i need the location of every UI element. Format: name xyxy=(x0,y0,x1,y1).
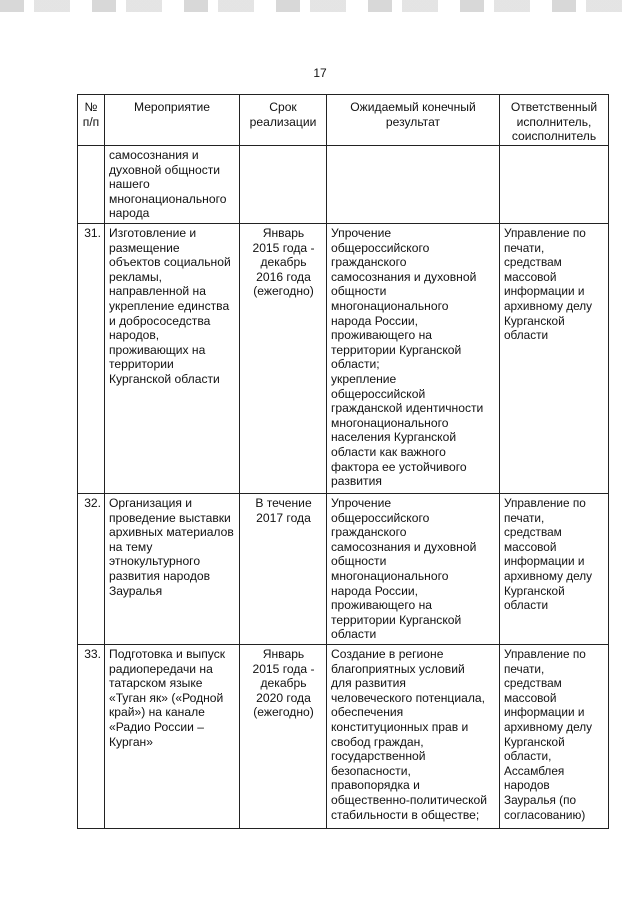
header-num: № п/п xyxy=(78,95,105,146)
cell-term xyxy=(240,146,327,224)
cell-term: Январь 2015 года - декабрь 2016 года (ежегодно) xyxy=(240,224,327,494)
cell-responsible: Управление по печати, средствам массовой информации и архивному делу Курганской области xyxy=(500,494,609,645)
header-event: Мероприятие xyxy=(105,95,240,146)
cell-result: Создание в регионе благоприятных условий для развития человеческого потенциала, обеспечения конституционных прав и свобод граждан, государственной безопасности, правопорядка и общественно-политической стабильности в обществе; xyxy=(327,645,500,829)
header-responsible: Ответственный исполнитель, соисполнитель xyxy=(500,95,609,146)
cell-event: Организация и проведение выставки архивных материалов на тему этнокультурного развития народов Зауралья xyxy=(105,494,240,645)
cell-responsible xyxy=(500,146,609,224)
cell-term: В течение 2017 года xyxy=(240,494,327,645)
cell-event: Подготовка и выпуск радиопередачи на татарском языке «Туган як» («Родной край») на канале «Радио России – Курган» xyxy=(105,645,240,829)
cell-result xyxy=(327,146,500,224)
cell-num: 33. xyxy=(78,645,105,829)
cell-event: самосознания и духовной общности нашего многонационального народа xyxy=(105,146,240,224)
cell-term: Январь 2015 года - декабрь 2020 года (ежегодно) xyxy=(240,645,327,829)
cell-num: 32. xyxy=(78,494,105,645)
cell-responsible: Управление по печати, средствам массовой информации и архивному делу Курганской области xyxy=(500,224,609,494)
cell-event: Изготовление и размещение объектов социальной рекламы, направленной на укрепление единства и добрососедства народов, проживающих на территории Курганской области xyxy=(105,224,240,494)
cell-num: 31. xyxy=(78,224,105,494)
table-row xyxy=(78,224,609,494)
cell-result: Упрочение общероссийского гражданского самосознания и духовной общности многонационального народа России, проживающего на территории Курганской области xyxy=(327,494,500,645)
table-header-row xyxy=(78,95,609,146)
table-row xyxy=(78,645,609,829)
page-number: 17 xyxy=(313,66,327,80)
cell-num xyxy=(78,146,105,224)
cell-result: Упрочение общероссийского гражданского самосознания и духовной общности многонационального народа России, проживающего на территории Курганской области; укрепление общероссийской гражданской идентичности многонационального населения Курганской области как важного фактора ее устойчивого развития xyxy=(327,224,500,494)
scan-artifact-top xyxy=(0,0,640,12)
header-term: Срок реализации xyxy=(240,95,327,146)
header-result: Ожидаемый конечный результат xyxy=(327,95,500,146)
cell-responsible: Управление по печати, средствам массовой информации и архивному делу Курганской области, Ассамблея народов Зауралья (по согласованию) xyxy=(500,645,609,829)
table-row xyxy=(78,146,609,224)
events-table xyxy=(77,94,609,829)
table-row xyxy=(78,494,609,645)
